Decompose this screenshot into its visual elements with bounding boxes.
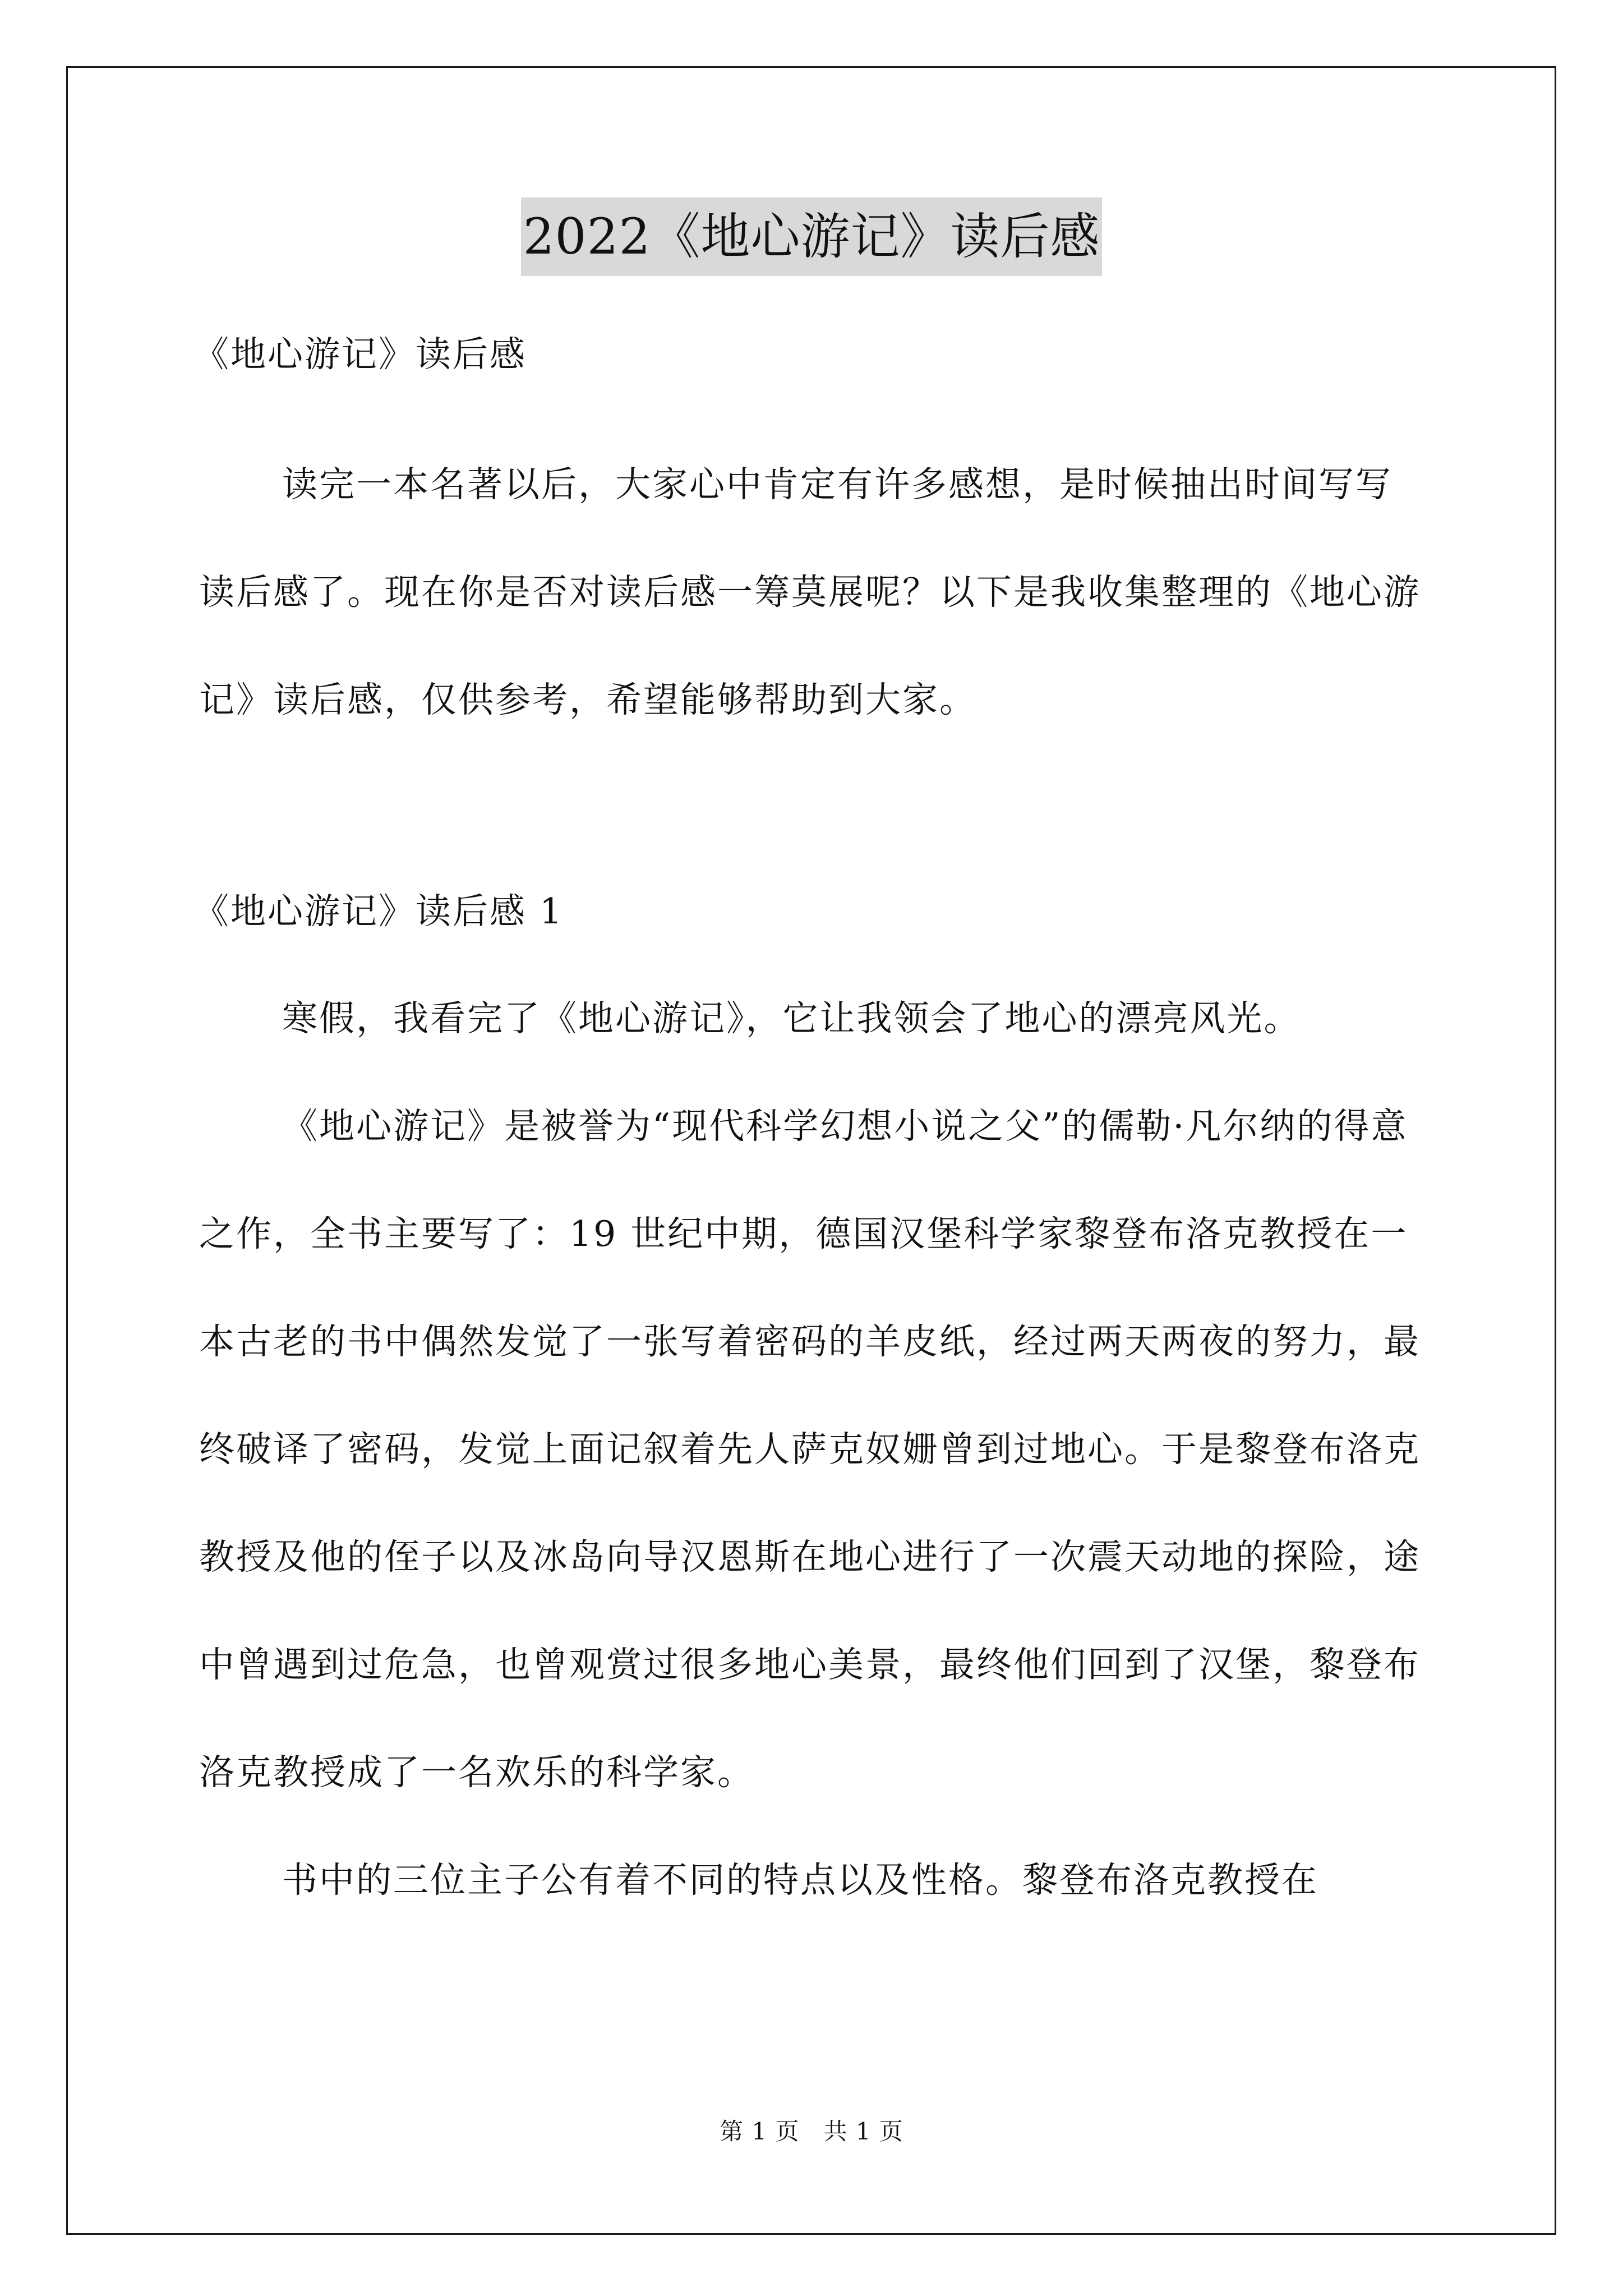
- document-title: 2022《地心游记》读后感: [521, 197, 1103, 276]
- section-heading: 《地心游记》读后感 1: [193, 891, 564, 932]
- paragraph-2: 《地心游记》是被誉为“现代科学幻想小说之父”的儒勒·凡尔纳的得意之作，全书主要写了：19 世纪中期，德国汉堡科学家黎登布洛克教授在一本古老的书中偶然发觉了一张写着密码的羊皮纸，经过两天两夜的努力，最终破译了密码，发觉上面记叙着先人萨克奴姗曾到过地心。于是黎登布洛克教授及他的侄子以及冰岛向导汉恩斯在地心进行了一次震天动地的探险，途中曾遇到过危急，也曾观赏过很多地心美景，最终他们回到了汉堡，黎登布洛克教授成了一名欢乐的科学家。: [199, 1106, 1421, 1793]
- paragraph-1: 寒假，我看完了《地心游记》，它让我领会了地心的漂亮风光。: [282, 998, 1301, 1039]
- intro-paragraph: 读完一本名著以后，大家心中肯定有许多感想，是时候抽出时间写写读后感了。现在你是否对读后感一筹莫展呢？以下是我收集整理的《地心游记》读后感，仅供参考，希望能够帮助到大家。: [199, 464, 1421, 720]
- body-block: [199, 965, 1427, 1934]
- paragraph-3: 书中的三位主子公有着不同的特点以及性格。黎登布洛克教授在: [282, 1860, 1318, 1901]
- page-footer: 第 1 页 共 1 页: [720, 2118, 903, 2145]
- title-container: [0, 197, 1623, 276]
- intro-heading: 《地心游记》读后感: [193, 334, 527, 375]
- intro-block: [199, 431, 1427, 754]
